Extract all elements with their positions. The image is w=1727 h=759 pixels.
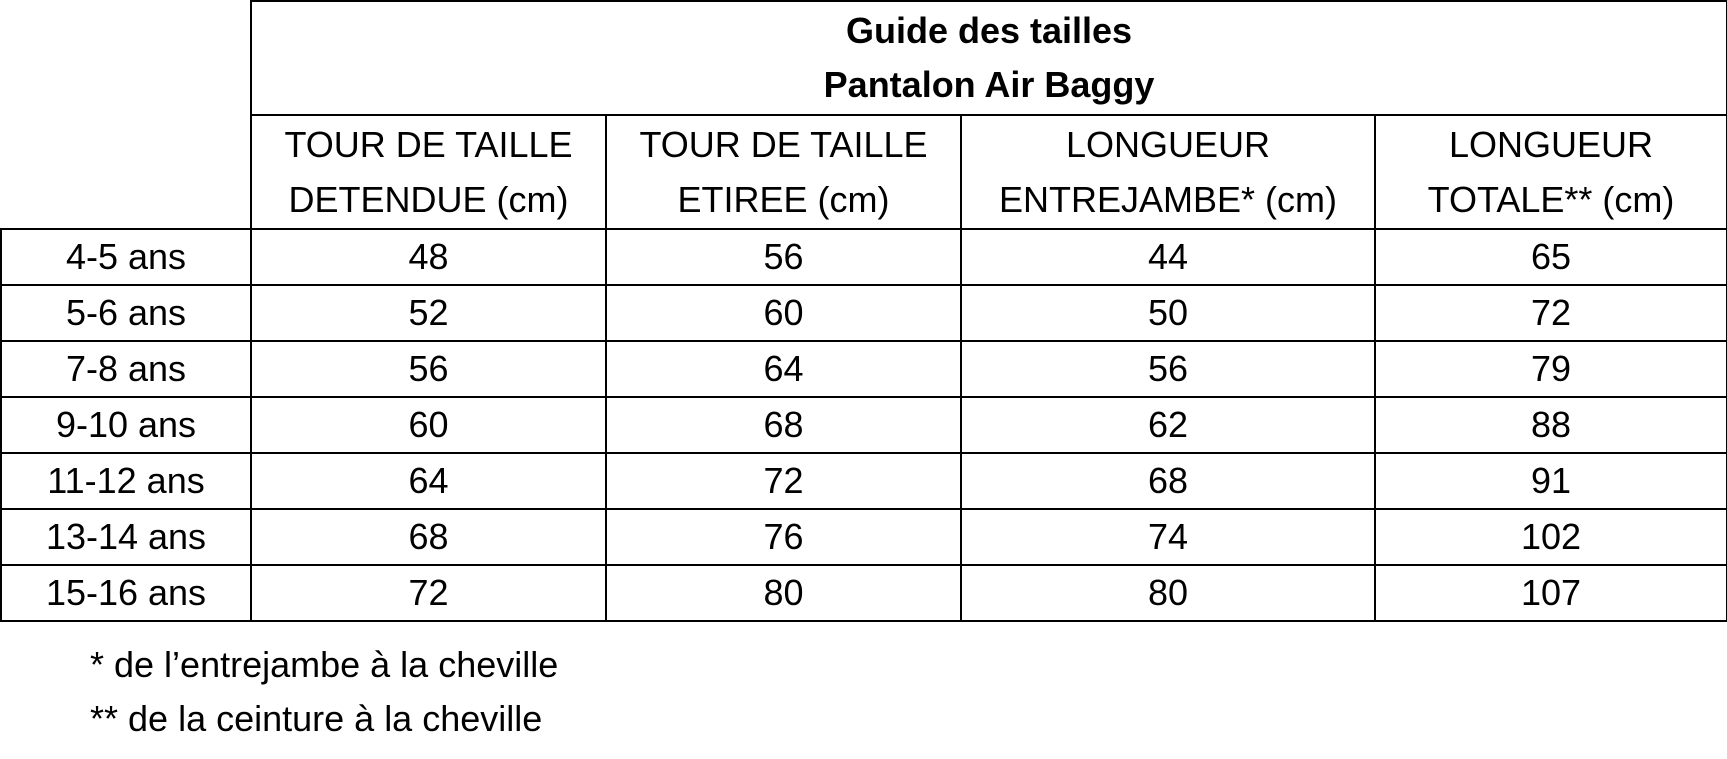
waist-stretched-cell: 60 [606, 285, 961, 341]
inseam-length-cell: 50 [961, 285, 1375, 341]
size-label-cell: 9-10 ans [1, 397, 251, 453]
inseam-length-cell: 62 [961, 397, 1375, 453]
table-row [1, 229, 1727, 285]
size-label-cell: 15-16 ans [1, 565, 251, 621]
waist-stretched-cell: 76 [606, 509, 961, 565]
column-header-total-length [1375, 115, 1727, 229]
waist-relaxed-cell: 56 [251, 341, 606, 397]
table-title [251, 1, 1727, 115]
table-row [1, 509, 1727, 565]
size-label-cell: 13-14 ans [1, 509, 251, 565]
corner-blank-cell [1, 1, 251, 229]
column-header-line-2: TOTALE** (cm) [1427, 179, 1675, 220]
waist-stretched-cell: 64 [606, 341, 961, 397]
size-label-cell: 7-8 ans [1, 341, 251, 397]
footnote-inseam: * de l’entrejambe à la cheville [90, 644, 559, 685]
waist-stretched-cell: 56 [606, 229, 961, 285]
inseam-length-cell: 68 [961, 453, 1375, 509]
column-header-line-1: LONGUEUR [1449, 124, 1654, 165]
waist-stretched-cell: 80 [606, 565, 961, 621]
total-length-cell: 72 [1375, 285, 1727, 341]
waist-relaxed-cell: 68 [251, 509, 606, 565]
total-length-cell: 79 [1375, 341, 1727, 397]
table-row [1, 397, 1727, 453]
column-header-line-1: LONGUEUR [1065, 124, 1271, 165]
table-row [1, 341, 1727, 397]
inseam-length-cell: 80 [961, 565, 1375, 621]
size-label-cell: 5-6 ans [1, 285, 251, 341]
column-header-row [1, 115, 1727, 229]
waist-stretched-cell: 72 [606, 453, 961, 509]
waist-relaxed-cell: 60 [251, 397, 606, 453]
size-label-cell: 11-12 ans [1, 453, 251, 509]
total-length-cell: 107 [1375, 565, 1727, 621]
column-header-line-2: ENTREJAMBE* (cm) [998, 179, 1337, 220]
waist-relaxed-cell: 52 [251, 285, 606, 341]
inseam-length-cell: 74 [961, 509, 1375, 565]
column-header-line-2: DETENDUE (cm) [288, 179, 569, 220]
column-header-inseam-length [961, 115, 1375, 229]
waist-relaxed-cell: 72 [251, 565, 606, 621]
footnote-total-length: ** de la ceinture à la cheville [90, 698, 543, 739]
inseam-length-cell: 44 [961, 229, 1375, 285]
table-row [1, 285, 1727, 341]
inseam-length-cell: 56 [961, 341, 1375, 397]
table-row [1, 453, 1727, 509]
title-line-1: Guide des tailles [845, 10, 1133, 51]
column-header-waist-relaxed [251, 115, 606, 229]
size-label-cell: 4-5 ans [1, 229, 251, 285]
title-line-2: Pantalon Air Baggy [823, 64, 1155, 105]
total-length-cell: 91 [1375, 453, 1727, 509]
total-length-cell: 102 [1375, 509, 1727, 565]
waist-stretched-cell: 68 [606, 397, 961, 453]
waist-relaxed-cell: 48 [251, 229, 606, 285]
column-header-line-2: ETIREE (cm) [677, 179, 890, 220]
total-length-cell: 88 [1375, 397, 1727, 453]
column-header-waist-stretched [606, 115, 961, 229]
column-header-line-1: TOUR DE TAILLE [639, 124, 928, 165]
waist-relaxed-cell: 64 [251, 453, 606, 509]
table-row [1, 565, 1727, 621]
column-header-line-1: TOUR DE TAILLE [284, 124, 573, 165]
title-row [1, 1, 1727, 115]
total-length-cell: 65 [1375, 229, 1727, 285]
